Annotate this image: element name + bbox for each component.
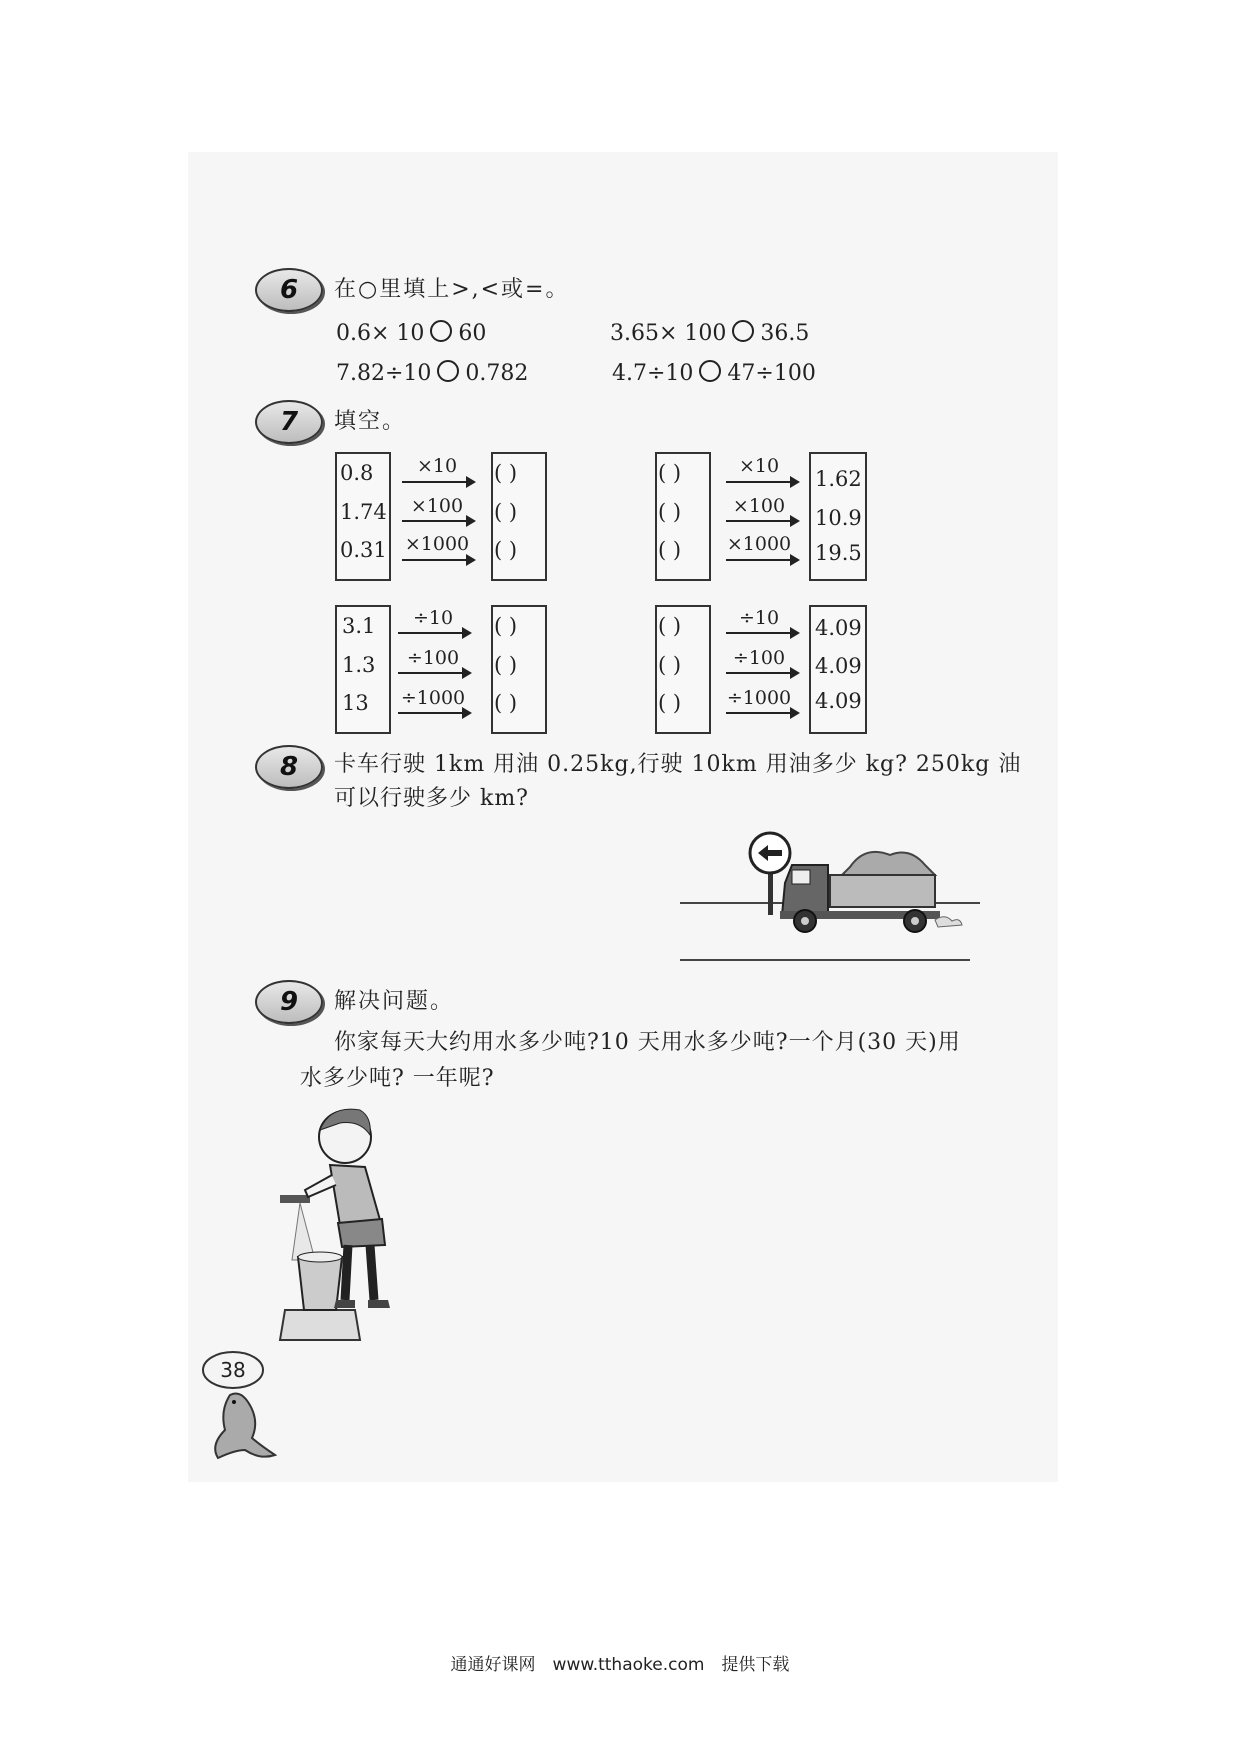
sign-post: [768, 870, 773, 915]
g4-op: ÷1000: [726, 687, 792, 709]
expr-right: 47÷100: [727, 361, 816, 386]
answer-blank[interactable]: ( ): [658, 538, 682, 562]
question-7-badge: 7: [255, 400, 323, 444]
q6-expression-1: [336, 320, 486, 346]
boy-shirt: [330, 1165, 380, 1225]
expr-left: 7.82÷10: [336, 361, 432, 386]
arrow-icon: [402, 520, 474, 522]
compare-circle[interactable]: [437, 360, 459, 382]
q9-text-line-2: 水多少吨? 一年呢?: [300, 1066, 495, 1091]
g1-input: 0.31: [340, 538, 387, 562]
answer-blank[interactable]: ( ): [494, 461, 518, 485]
expr-right: 36.5: [760, 321, 810, 346]
g4-op: ÷100: [732, 647, 786, 669]
page-number-badge: [200, 1350, 290, 1470]
g1-op: ×1000: [404, 533, 470, 555]
g3-input: 1.3: [342, 653, 376, 677]
boy-filling-bucket-illustration: [270, 1095, 420, 1345]
answer-blank[interactable]: ( ): [658, 614, 682, 638]
arrow-icon: [398, 672, 470, 674]
truck-bed: [830, 875, 935, 907]
g3-op: ÷1000: [400, 687, 466, 709]
bucket-rim: [298, 1252, 342, 1262]
compare-circle[interactable]: [732, 320, 754, 342]
g3-op: ÷10: [412, 607, 454, 629]
g2-op: ×10: [738, 455, 780, 477]
expr-left: 0.6× 10: [336, 321, 425, 346]
g1-op: ×100: [410, 495, 464, 517]
answer-blank[interactable]: ( ): [658, 691, 682, 715]
page-number: 38: [220, 1358, 246, 1382]
g3-op: ÷100: [406, 647, 460, 669]
expr-left: 4.7÷10: [612, 361, 694, 386]
truck-wheel-hub: [801, 917, 809, 925]
arrow-icon: [726, 559, 798, 561]
g1-input: 0.8: [340, 461, 374, 485]
boy-legs: [345, 1245, 374, 1300]
arrow-icon: [726, 520, 798, 522]
g4-op: ÷10: [738, 607, 780, 629]
g2-output: 10.9: [815, 506, 862, 530]
answer-blank[interactable]: ( ): [658, 653, 682, 677]
question-9-badge: 9: [255, 980, 323, 1024]
q9-text-line-1: 你家每天大约用水多少吨?10 天用水多少吨?一个月(30 天)用: [334, 1030, 961, 1055]
g1-input: 1.74: [340, 500, 387, 524]
g2-op: ×1000: [726, 533, 792, 555]
arrow-icon: [726, 481, 798, 483]
footer-download-note: 通通好课网 www.tthaoke.com 提供下载: [450, 1655, 790, 1675]
compare-circle[interactable]: [699, 360, 721, 382]
arrow-icon: [402, 481, 474, 483]
q6-expression-2: [610, 320, 809, 346]
question-9-title: 解决问题。: [334, 989, 455, 1014]
rocks: [840, 852, 935, 877]
answer-blank[interactable]: ( ): [494, 500, 518, 524]
answer-blank[interactable]: ( ): [494, 538, 518, 562]
water-stream: [292, 1203, 315, 1260]
truck-window: [792, 870, 810, 884]
expr-left: 3.65× 100: [610, 321, 727, 346]
exhaust-smoke: [935, 917, 962, 927]
answer-blank[interactable]: ( ): [494, 691, 518, 715]
bucket: [298, 1257, 342, 1310]
arrow-icon: [726, 632, 798, 634]
question-6-title: 在○里填上>,<或=。: [334, 277, 570, 302]
g4-output: 4.09: [815, 689, 862, 713]
answer-blank[interactable]: ( ): [658, 461, 682, 485]
q6-expression-4: [612, 360, 816, 386]
g2-output: 1.62: [815, 467, 862, 491]
arrow-icon: [398, 712, 470, 714]
arrow-icon: [398, 632, 470, 634]
expr-right: 60: [458, 321, 487, 346]
g4-output: 4.09: [815, 616, 862, 640]
compare-circle[interactable]: [430, 320, 452, 342]
answer-blank[interactable]: ( ): [494, 653, 518, 677]
question-6-badge: 6: [255, 268, 323, 312]
faucet: [280, 1195, 310, 1203]
q6-expression-3: [336, 360, 528, 386]
arrow-icon: [726, 712, 798, 714]
truck-illustration: [680, 825, 980, 970]
truck-wheel-hub: [911, 917, 919, 925]
g2-output: 19.5: [815, 541, 862, 565]
q8-text-line-1: 卡车行驶 1km 用油 0.25kg,行驶 10km 用油多少 kg? 250kg 油: [334, 752, 1022, 777]
seal-eye: [232, 1400, 236, 1404]
arrow-icon: [726, 672, 798, 674]
answer-blank[interactable]: ( ): [494, 614, 518, 638]
seal-icon: [215, 1394, 275, 1458]
g1-op: ×10: [416, 455, 458, 477]
boy-sandals: [334, 1300, 390, 1308]
boy-arm: [305, 1175, 336, 1197]
g2-op: ×100: [732, 495, 786, 517]
g3-input: 13: [342, 691, 369, 715]
stone-slab: [280, 1310, 360, 1340]
answer-blank[interactable]: ( ): [658, 500, 682, 524]
question-7-title: 填空。: [334, 409, 407, 434]
question-8-badge: 8: [255, 745, 323, 789]
g4-output: 4.09: [815, 654, 862, 678]
g3-input: 3.1: [342, 614, 376, 638]
q8-text-line-2: 可以行驶多少 km?: [334, 786, 529, 811]
boy-shorts: [338, 1219, 385, 1247]
arrow-icon: [402, 559, 474, 561]
expr-right: 0.782: [465, 361, 529, 386]
